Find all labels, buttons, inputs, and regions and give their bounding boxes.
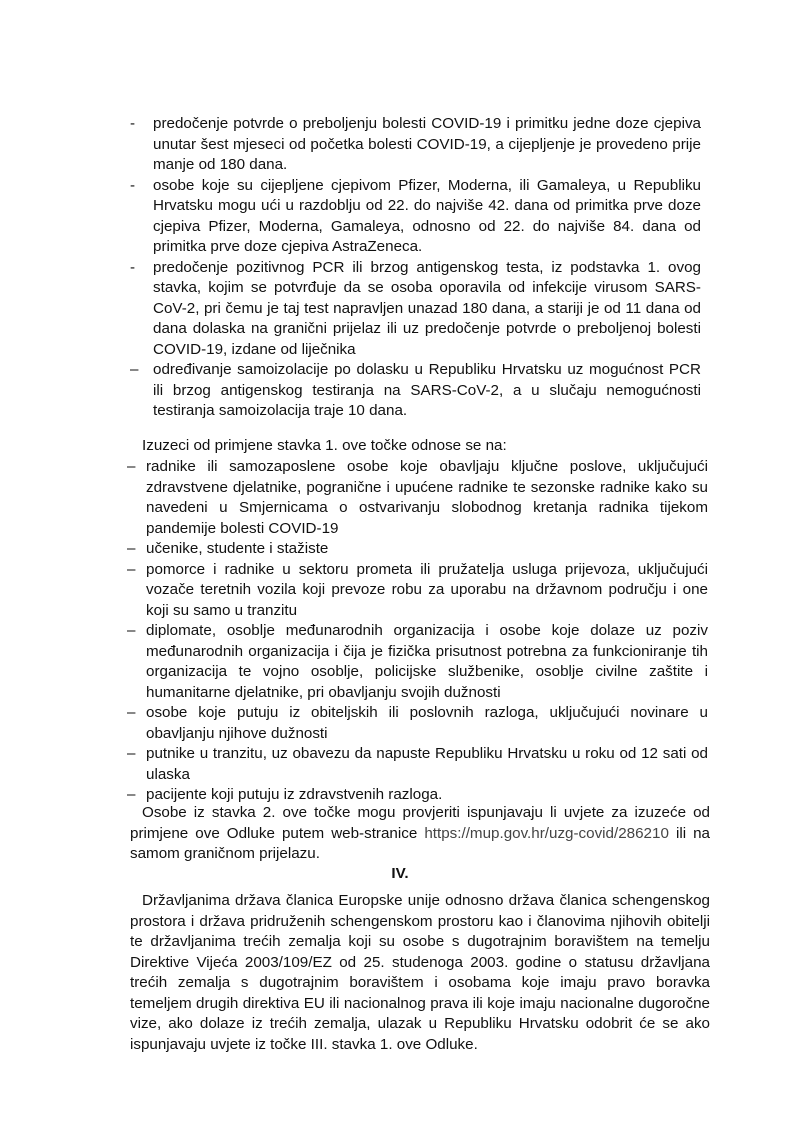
list-item — [0, 744, 708, 785]
list-dash: – — [127, 540, 136, 557]
list-item-text: predočenje potvrde o preboljenju bolesti COVID-19 i primitku jedne doze cjepiva unutar šest mjeseci od početka bolesti COVID-19, a cijepljenje je provedeno prije manje od 180 dana. — [153, 115, 701, 173]
list-item — [0, 539, 708, 560]
list-item — [0, 176, 701, 258]
list-dash: - — [130, 176, 136, 194]
verification-text-end: ili na samom graničnom prijelazu. — [130, 824, 710, 862]
list-item-text: osobe koje putuju iz obiteljskih ili poslovnih razloga, uključujući novinare u obavljanju njihove dužnosti — [146, 704, 708, 742]
list-item — [0, 114, 701, 176]
article-paragraph: Državljanima država članica Europske unije odnosno država članica schengenskog prostora i država pridruženih schengenskom prostoru kao i članovima njihovih obitelji te državljanima trećih zemalja koji su osobe s dugotrajnim boravištem na temelju Direktive Vijeća 2003/109/EZ od 25. studenoga 2003. godine o statusu državljana trećih zemalja s dugotrajnim boravištem i osobama koje imaju pravo boravka temeljem drugih direktiva EU ili nacionalnog prava ili koje imaju nacionalne dugoročne vize, ako dolaze iz trećih zemalja, ulazak u Republiku Hrvatsku odobrit će se ako ispunjavaju uvjete iz točke III. stavka 1. ove Odluke. — [130, 892, 710, 1053]
list-item — [0, 560, 708, 622]
web-link[interactable]: https://mup.gov.hr/uzg-covid/286210 — [424, 824, 669, 842]
verification-text: Osobe iz stavka 2. ove točke mogu provjeriti ispunjavaju li uvjete za izuzeće od primjene ove Odluke putem web-stranice — [130, 804, 710, 842]
exceptions-intro: Izuzeci od primjene stavka 1. ove točke odnose se na: — [142, 437, 507, 454]
list-item-text: osobe koje su cijepljene cjepivom Pfizer, Moderna, ili Gamaleya, u Republiku Hrvatsku mogu ući u razdoblju od 22. do najviše 42. dana od primitka prve doze cjepiva Pfizer, Moderna, Gamaleya, odnosno od 22. do najviše 84. dana od primitka prve doze cjepiva AstraZeneca. — [153, 176, 701, 255]
entry-conditions-list — [0, 114, 800, 422]
list-item-text: pacijente koji putuju iz zdravstvenih razloga. — [146, 786, 443, 803]
list-item — [0, 457, 708, 539]
list-item-text: diplomate, osoblje međunarodnih organizacija i osobe koje dolaze uz poziv međunarodnih organizacija i čija je fizička prisutnost potrebna za funkcioniranje tih organizacija te vojno osoblje, policijske službenike, osoblje civilne zaštite i humanitarne djelatnike, pri obavljanju svojih dužnosti — [146, 622, 708, 701]
list-item-text: učenike, studente i stažiste — [146, 540, 329, 557]
verification-paragraph — [130, 803, 710, 865]
list-dash: - — [130, 258, 136, 276]
list-dash: – — [127, 704, 136, 721]
list-item — [0, 258, 701, 361]
list-dash: – — [127, 458, 136, 475]
list-item-text: predočenje pozitivnog PCR ili brzog antigenskog testa, iz podstavka 1. ovog stavka, kojim se potvrđuje da se osoba oporavila od infekcije virusom SARS-CoV-2, pri čemu je taj test napravljen unazad 180 dana, a stariji je od 11 dana od dana dolaska na granični prijelaz ili uz predočenje potvrde o preboljenoj bolesti COVID-19, izdane od liječnika — [153, 258, 701, 358]
exceptions-list — [0, 457, 800, 806]
list-item — [0, 703, 708, 744]
list-dash: – — [127, 786, 136, 803]
list-item-text: određivanje samoizolacije po dolasku u Republiku Hrvatsku uz mogućnost PCR ili brzog antigenskog testiranja na SARS-CoV-2, a u slučaju nemogućnosti testiranja samoizolacija traje 10 dana. — [153, 361, 701, 419]
list-item — [0, 621, 708, 703]
list-item-text: pomorce i radnike u sektoru prometa ili pružatelja usluga prijevoza, uključujući vozače teretnih vozila koji prevoze robu za uporabu na državnom području i one koji su samo u tranzitu — [146, 560, 708, 619]
list-dash: – — [130, 361, 139, 378]
list-item-text: putnike u tranzitu, uz obavezu da napuste Republiku Hrvatsku u roku od 12 sati od ulaska — [146, 745, 708, 783]
list-dash: - — [130, 115, 136, 132]
section-number: IV. — [391, 865, 409, 882]
list-item-text: radnike ili samozaposlene osobe koje obavljaju ključne poslove, uključujući zdravstvene djelatnike, pogranične i upućene radnike te sezonske radnike kako su navedeni u Smjernicama o ostvarivanju slobodnog kretanja radnika tijekom pandemije bolesti COVID-19 — [146, 458, 708, 537]
list-dash: – — [127, 745, 136, 762]
list-dash: – — [127, 622, 136, 639]
list-dash: – — [127, 560, 136, 578]
list-item — [0, 360, 701, 422]
